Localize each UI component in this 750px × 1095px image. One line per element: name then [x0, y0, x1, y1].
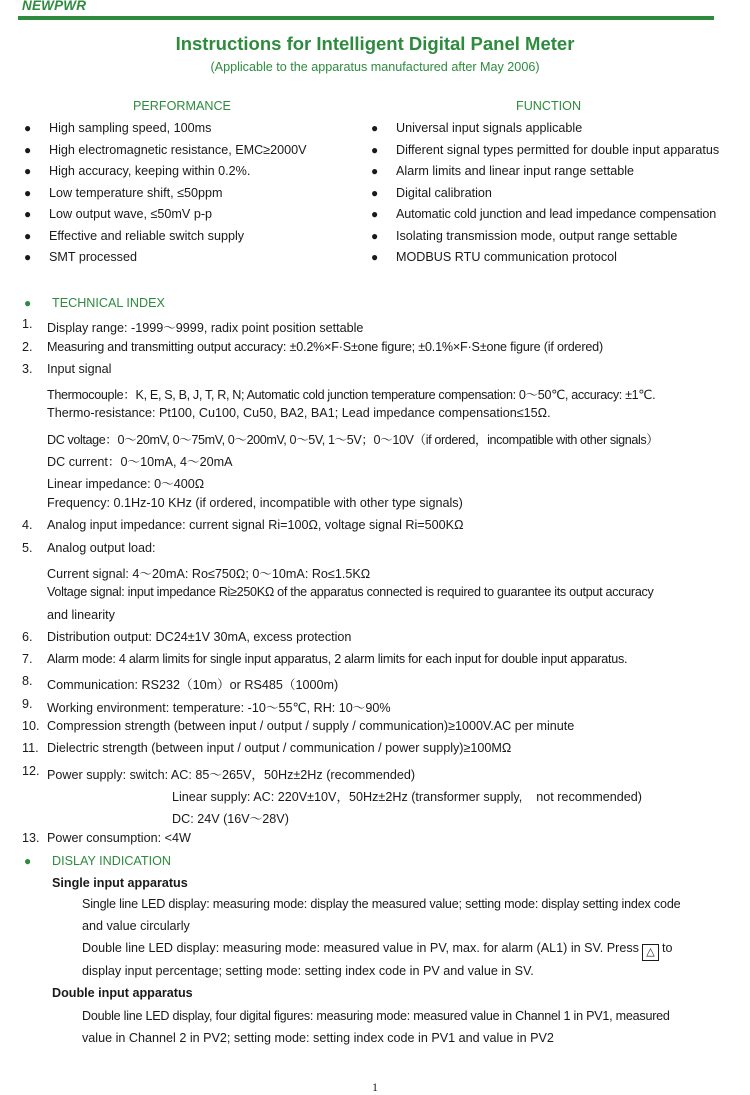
bullet-icon: ●: [371, 207, 379, 221]
performance-item: Low temperature shift, ≤50ppm: [49, 186, 223, 200]
header-divider: [18, 16, 714, 20]
performance-heading: PERFORMANCE: [133, 99, 231, 113]
display-line: Double line LED display, four digital figures: measuring mode: measured value in Channel 1 in PV1, measured: [82, 1009, 670, 1023]
display-line: to: [661, 941, 673, 955]
spec-line: Thermocouple：K, E, S, B, J, T, R, N; Automatic cold junction temperature compensation: 0～50℃, accuracy: ±1℃.: [47, 388, 656, 402]
function-item: Different signal types permitted for double input apparatus: [396, 143, 720, 157]
function-item: Isolating transmission mode, output range settable: [396, 229, 678, 243]
bullet-icon: ●: [24, 143, 32, 157]
spec-line: Input signal: [47, 362, 112, 376]
function-item: Automatic cold junction and lead impedance compensation: [396, 207, 717, 221]
display-line: value in Channel 2 in PV2; setting mode: setting index code in PV1 and value in PV2: [82, 1031, 554, 1045]
spec-line: Power supply: switch: AC: 85～265V，50Hz±2Hz (recommended): [47, 768, 416, 782]
performance-item: Effective and reliable switch supply: [49, 229, 245, 243]
item-number: 4.: [22, 518, 33, 532]
spec-line: Distribution output: DC24±1V 30mA, excess protection: [47, 630, 352, 644]
item-number: 12.: [22, 764, 40, 778]
spec-line: Frequency: 0.1Hz-10 KHz (if ordered, incompatible with other type signals): [47, 496, 463, 510]
page-subtitle: (Applicable to the apparatus manufactured after May 2006): [210, 60, 540, 74]
double-led-line: [82, 941, 672, 961]
item-number: 9.: [22, 697, 33, 711]
spec-line: Communication: RS232（10m）or RS485（1000m): [47, 678, 339, 692]
function-item: Universal input signals applicable: [396, 121, 583, 135]
spec-line: Thermo-resistance: Pt100, Cu100, Cu50, BA2, BA1; Lead impedance compensation≤15Ω.: [47, 406, 551, 420]
spec-line: Voltage signal: input impedance Ri≥250KΩ of the apparatus connected is required to guarantee its output accuracy: [47, 585, 654, 599]
display-line: Single line LED display: measuring mode: display the measured value; setting mode: display setting index code: [82, 897, 681, 911]
bullet-icon: ●: [371, 121, 379, 135]
bullet-icon: ●: [24, 250, 32, 264]
item-number: 1.: [22, 317, 33, 331]
spec-line: Display range: -1999～9999, radix point position settable: [47, 321, 364, 335]
item-number: 5.: [22, 541, 33, 555]
function-heading: FUNCTION: [516, 99, 582, 113]
spec-line: Analog output load:: [47, 541, 156, 555]
item-number: 11.: [22, 741, 39, 755]
item-number: 8.: [22, 674, 33, 688]
item-number: 3.: [22, 362, 33, 376]
display-line: display input percentage; setting mode: setting index code in PV and value in SV.: [82, 964, 534, 978]
spec-line: Compression strength (between input / output / supply / communication)≥1000V.AC per minute: [47, 719, 575, 733]
performance-item: High sampling speed, 100ms: [49, 121, 212, 135]
technical-index-heading: TECHNICAL INDEX: [52, 296, 165, 310]
spec-line: Linear impedance: 0～400Ω: [47, 477, 205, 491]
page-number: 1: [372, 1080, 378, 1094]
performance-item: SMT processed: [49, 250, 137, 264]
double-input-heading: Double input apparatus: [52, 986, 193, 1000]
display-line: Double line LED display: measuring mode: measured value in PV, max. for alarm (AL1) in SV. Press: [82, 941, 639, 955]
bullet-icon: ●: [371, 186, 379, 200]
spec-line: Working environment: temperature: -10～55℃, RH: 10～90%: [47, 701, 391, 715]
section-bullet-icon: ●: [24, 854, 32, 868]
spec-line: and linearity: [47, 608, 115, 622]
bullet-icon: ●: [371, 143, 379, 157]
spec-line: DC: 24V (16V～28V): [172, 812, 289, 826]
function-item: Alarm limits and linear input range settable: [396, 164, 635, 178]
bullet-icon: ●: [371, 164, 379, 178]
spec-line: Analog input impedance: current signal Ri=100Ω, voltage signal Ri=500KΩ: [47, 518, 464, 532]
performance-item: Low output wave, ≤50mV p-p: [49, 207, 213, 221]
spec-line: Measuring and transmitting output accuracy: ±0.2%×F·S±one figure; ±0.1%×F·S±one figure (if ordered): [47, 340, 603, 354]
bullet-icon: ●: [24, 186, 32, 200]
performance-item: High accuracy, keeping within 0.2%.: [49, 164, 251, 178]
function-item: Digital calibration: [396, 186, 492, 200]
spec-line: Alarm mode: 4 alarm limits for single input apparatus, 2 alarm limits for each input for double input apparatus.: [47, 652, 628, 666]
page-title: Instructions for Intelligent Digital Panel Meter: [175, 33, 575, 54]
function-item: MODBUS RTU communication protocol: [396, 250, 617, 264]
bullet-icon: ●: [24, 229, 32, 243]
spec-line: Power consumption: <4W: [47, 831, 191, 845]
item-number: 6.: [22, 630, 33, 644]
item-number: 7.: [22, 652, 33, 666]
brand-logo: NEWPWR: [22, 0, 87, 13]
bullet-icon: ●: [371, 250, 379, 264]
section-bullet-icon: ●: [24, 296, 32, 310]
item-number: 10.: [22, 719, 40, 733]
spec-line: DC current：0～10mA, 4～20mA: [47, 455, 233, 469]
bullet-icon: ●: [371, 229, 379, 243]
performance-item: High electromagnetic resistance, EMC≥2000V: [49, 143, 307, 157]
single-input-heading: Single input apparatus: [52, 876, 188, 890]
bullet-icon: ●: [24, 164, 32, 178]
item-number: 13.: [22, 831, 40, 845]
bullet-icon: ●: [24, 121, 32, 135]
bullet-icon: ●: [24, 207, 32, 221]
spec-line: Current signal: 4～20mA: Ro≤750Ω; 0～10mA: Ro≤1.5KΩ: [47, 567, 371, 581]
display-line: and value circularly: [82, 919, 190, 933]
spec-line: DC voltage：0～20mV, 0～75mV, 0～200mV, 0～5V, 1～5V；0～10V（if ordered，incompatible with other signals）: [47, 433, 659, 447]
display-indication-heading: DISLAY INDICATION: [52, 854, 171, 868]
spec-line: Linear supply: AC: 220V±10V，50Hz±2Hz (transformer supply, not recommended): [172, 790, 642, 804]
item-number: 2.: [22, 340, 33, 354]
spec-line: Dielectric strength (between input / output / communication / power supply)≥100MΩ: [47, 741, 512, 755]
up-triangle-key-icon: △: [642, 944, 659, 961]
